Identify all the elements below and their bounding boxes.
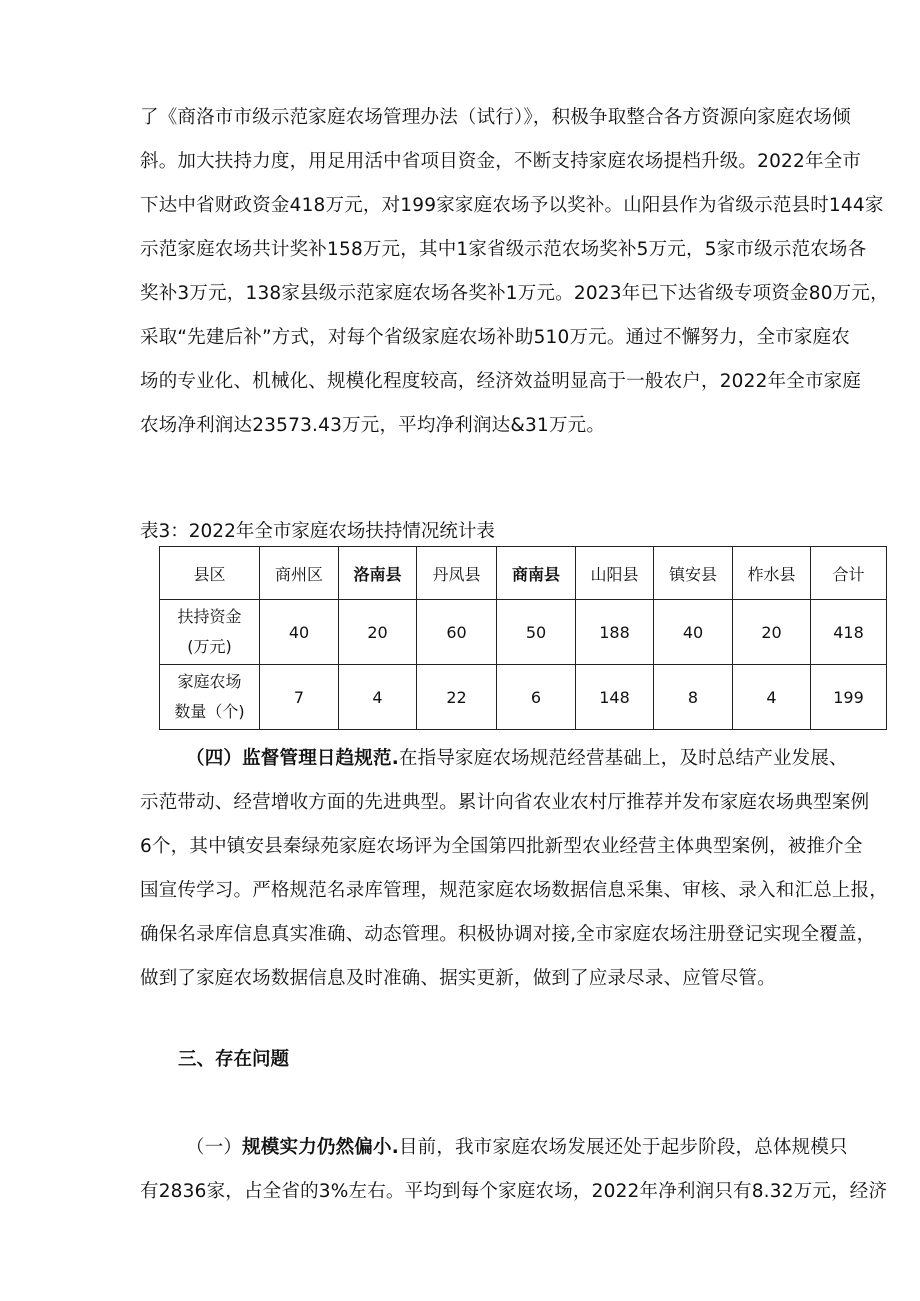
table-cell: 20: [339, 600, 417, 665]
text-line: 有2836家，占全省的3%左右。平均到每个家庭农场，2022年净利润只有8.32万元，经济: [140, 1181, 888, 1202]
paragraph-supervision: [140, 737, 910, 1001]
table-cell: 8: [654, 665, 733, 730]
table-cell: 22: [417, 665, 497, 730]
header-cell: 镇安县: [654, 547, 733, 600]
table-row-farms: [160, 665, 887, 730]
header-cell: 洛南县: [339, 547, 417, 600]
row-label-line: 扶持资金: [177, 607, 242, 626]
table-cell: 7: [260, 665, 339, 730]
row-label-funds: [160, 600, 260, 665]
table-cell: 418: [811, 600, 887, 665]
text-line: 斜。加大扶持力度，用足用活中省项目资金，不断支持家庭农场提档升级。2022年全市: [140, 151, 862, 172]
section-heading: [178, 1038, 289, 1082]
text-line: 下达中省财政资金418万元，对199家家庭农场予以奖补。山阳县作为省级示范县时144家: [140, 195, 884, 216]
text-line: 示范家庭农场共计奖补158万元，其中1家省级示范农场奖补5万元，5家市级示范农场各: [140, 239, 867, 260]
row-label-farms: [160, 665, 260, 730]
table-cell: 20: [733, 600, 811, 665]
header-cell: 商南县: [497, 547, 576, 600]
row-label-line: (万元): [187, 637, 232, 656]
text-run: 目前，我市家庭农场发展还处于起步阶段，总体规模只: [398, 1137, 848, 1158]
paragraph-funding-support: [140, 96, 910, 448]
text-line: 6个，其中镇安县秦绿苑家庭农场评为全国第四批新型农业经营主体典型案例，被推介全: [140, 836, 863, 857]
text-line: 国宣传学习。严格规范名录库管理，规范家庭农场数据信息采集、审核、录入和汇总上报，: [140, 880, 889, 901]
table-cell: 4: [339, 665, 417, 730]
section-lead: （四）监督管理日趋规范.: [186, 748, 399, 769]
text-line: [140, 737, 910, 781]
section-lead-number: （一）: [186, 1137, 243, 1158]
section-lead: 规模实力仍然偏小.: [242, 1137, 399, 1158]
header-cell: 商州区: [260, 547, 339, 600]
text-line: 采取“先建后补”方式，对每个省级家庭农场补助510万元。通过不懈努力，全市家庭农: [140, 327, 850, 348]
text-line: 做到了家庭农场数据信息及时准确、据实更新，做到了应录尽录、应管尽管。: [140, 968, 776, 989]
table-cell: 148: [576, 665, 654, 730]
text-line: 了《商洛市市级示范家庭农场管理办法（试行）》，积极争取整合各方资源向家庭农场倾: [140, 107, 851, 128]
table-cell: 50: [497, 600, 576, 665]
header-cell: 合计: [811, 547, 887, 600]
farm-support-table: [159, 546, 887, 730]
table-cell: 4: [733, 665, 811, 730]
header-cell: 柞水县: [733, 547, 811, 600]
text-line: 确保名录库信息真实准确、动态管理。积极协调对接,全市家庭农场注册登记实现全覆盖，: [140, 924, 876, 945]
text-line: 农场净利润达23573.43万元，平均净利润达&31万元。: [140, 415, 606, 436]
table-cell: 60: [417, 600, 497, 665]
header-cell: 丹凤县: [417, 547, 497, 600]
section-heading-text: 三、存在问题: [178, 1049, 290, 1070]
row-label-line: 数量（个): [174, 702, 245, 721]
table-header-row: [160, 547, 887, 600]
paragraph-scale-issue: [140, 1126, 910, 1214]
table-row-funds: [160, 600, 887, 665]
header-cell: 山阳县: [576, 547, 654, 600]
text-line: 奖补3万元，138家县级示范家庭农场各奖补1万元。2023年已下达省级专项资金80万元，: [140, 283, 889, 304]
text-line: 示范带动、经营增收方面的先进典型。累计向省农业农村厅推荐并发布家庭农场典型案例: [140, 792, 870, 813]
text-line: [140, 1126, 910, 1170]
table-cell: 188: [576, 600, 654, 665]
table-caption: 表3：2022年全市家庭农场扶持情况统计表: [140, 521, 495, 542]
table-cell: 40: [654, 600, 733, 665]
text-run: 在指导家庭农场规范经营基础上，及时总结产业发展、: [398, 748, 848, 769]
text-line: 场的专业化、机械化、规模化程度较高，经济效益明显高于一般农户，2022年全市家庭: [140, 371, 862, 392]
row-label-line: 家庭农场: [177, 672, 242, 691]
header-cell: 县区: [160, 547, 260, 600]
table-cell: 40: [260, 600, 339, 665]
table-cell: 199: [811, 665, 887, 730]
table-cell: 6: [497, 665, 576, 730]
